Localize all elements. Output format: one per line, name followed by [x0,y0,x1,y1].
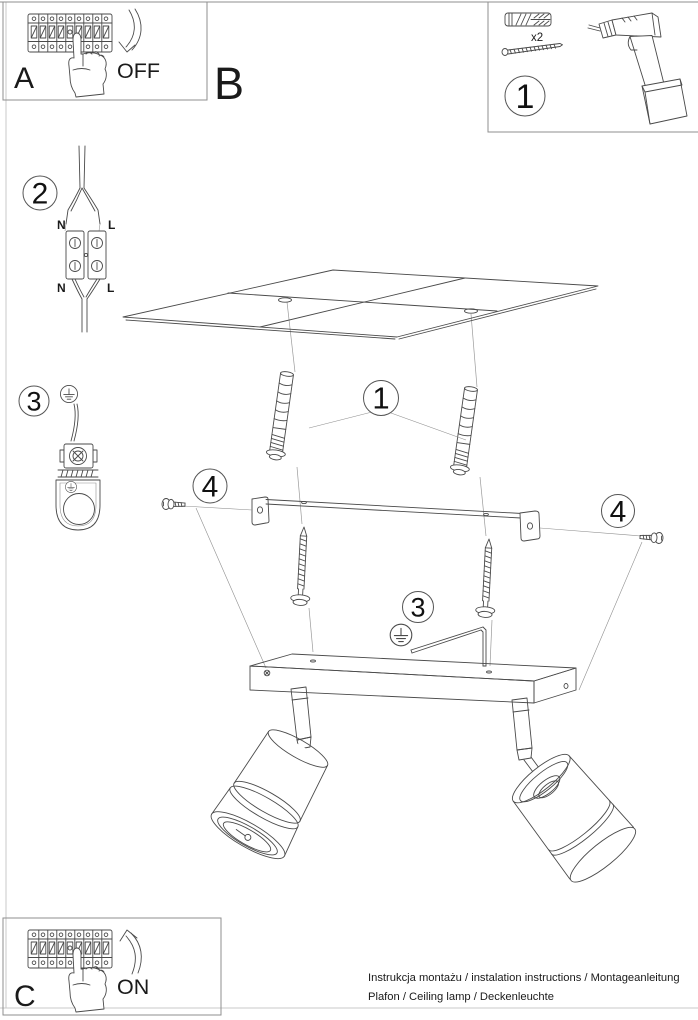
wall-plug-icon [505,13,551,26]
exploded-view [123,270,663,889]
quantity-label: x2 [531,32,544,44]
spot-arm-right [512,698,542,776]
wire-label-top-n: N [57,218,66,232]
terminal-block [66,231,106,279]
mounting-bracket [252,497,540,541]
footer-line1: Instrukcja montażu / instalation instructions / Montageanleitung [368,972,680,984]
callout-anchor-number: 1 [372,380,390,416]
fuse-panel-icon [28,14,112,52]
callout-3-badge [19,386,49,417]
callout-screw-right-number: 4 [609,495,627,529]
ceiling-panel [123,270,598,339]
supply-cable [65,146,100,231]
screw-icon [502,44,563,56]
mounting-screw-left [290,527,313,606]
ground-symbol-icon [60,385,77,402]
box-c-label: C [14,980,36,1013]
callout-1-number: 1 [515,78,535,116]
box-c-action-label: ON [117,975,150,999]
alignment-guides [287,302,492,666]
canopy-end-screw-left [264,670,270,676]
spot-head-right [502,744,642,889]
step-2-wiring [23,146,115,332]
callout-ground [390,592,486,667]
callout-2-badge [23,176,57,211]
callout-3-number: 3 [26,386,42,417]
pointing-hand-icon [69,33,107,97]
callout-ground-number: 3 [410,592,426,623]
footer-line2: Plafon / Ceiling lamp / Deckenleuchte [368,991,554,1003]
fixing-screw-right [640,532,664,544]
mounting-screw-right [475,539,498,618]
wall-plug-left [266,370,297,461]
callout-screw-left [162,469,266,668]
spot-head-left [206,720,339,867]
box-a-action-label: OFF [117,59,160,83]
step-a-power-off [3,2,207,100]
callout-2-number: 2 [31,177,49,211]
drill-hole-left [279,298,292,302]
parts-box [488,2,698,132]
box-a-label: A [14,62,35,95]
wall-plug-right [450,385,481,476]
earth-wire [71,404,75,441]
callout-1-badge [505,76,545,116]
step-3-earth-detail [19,385,100,530]
earth-clamp [60,444,97,468]
wire-label-bottom-l: L [107,281,115,295]
wire-label-top-l: L [108,218,116,232]
earth-bracket [56,470,100,530]
step-c-power-on [3,918,221,1015]
footer-captions [368,972,680,1003]
arrow-up-icon [120,930,141,974]
ground-symbol-icon-main [390,624,412,646]
lamp-canopy [250,654,576,703]
section-b-label: B [214,58,245,109]
arrow-down-icon [119,9,141,52]
canopy-end-hole-right [564,684,568,689]
callout-anchor [309,381,466,441]
callout-screw-right [540,495,663,691]
wire-label-bottom-n: N [57,281,66,295]
fuse-panel-icon-c [28,930,112,968]
drill-icon [588,13,687,124]
fixing-screw-left [162,498,185,510]
lamp-cable [72,279,100,332]
callout-screw-left-number: 4 [201,470,219,504]
